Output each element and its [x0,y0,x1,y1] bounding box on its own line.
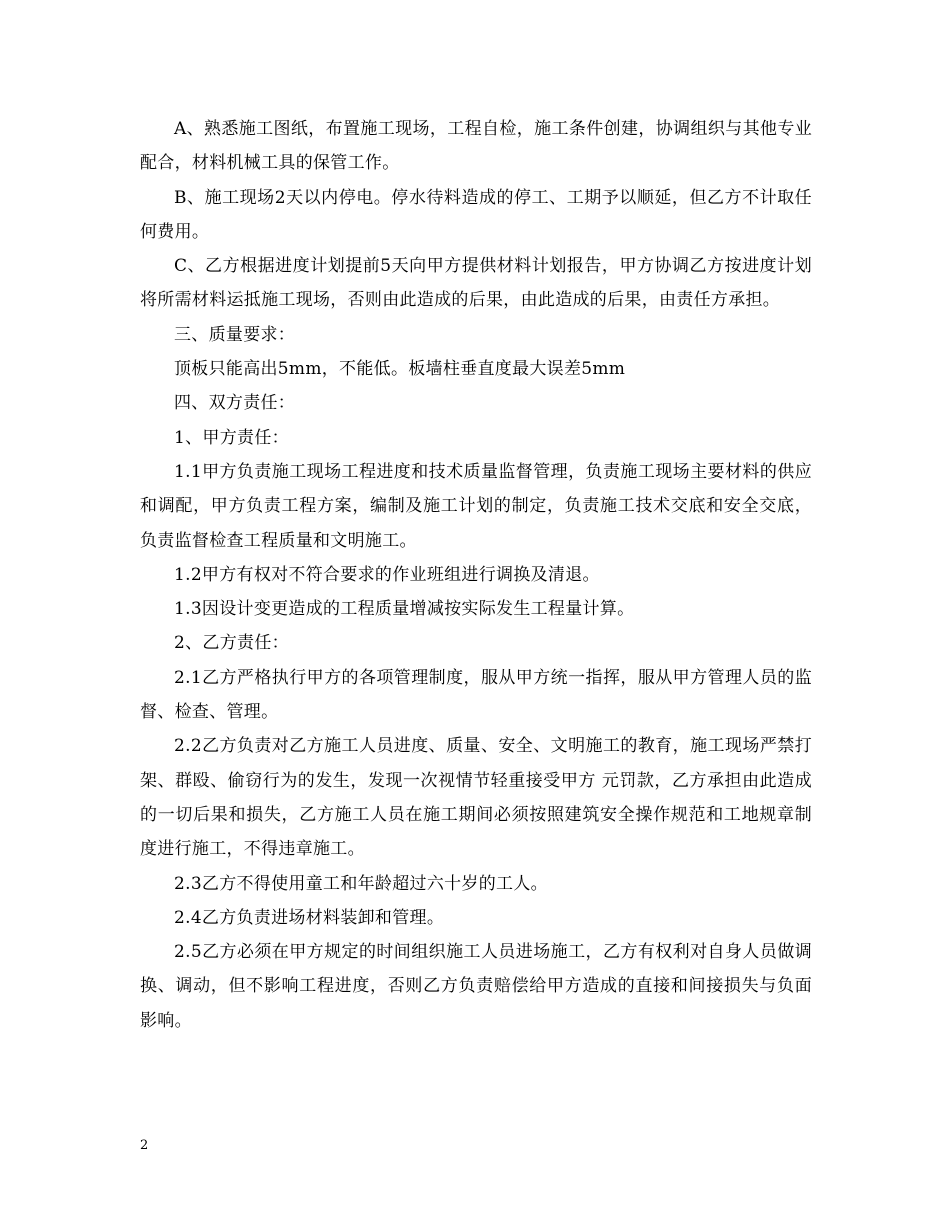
clause-1-2: 1.2甲方有权对不符合要求的作业班组进行调换及清退。 [174,564,600,585]
paragraph-a: A、熟悉施工图纸，布置施工现场，工程自检，施工条件创建，协调组织与其他专业配合，材料机械工具的保管工作。 [140,119,812,174]
section-heading-responsibilities: 四、双方责任： [174,393,296,414]
clause-2-1: 2.1乙方严格执行甲方的各项管理制度，服从甲方统一指挥，服从甲方管理人员的监督、检查、管理。 [140,667,812,723]
clause-2-4: 2.4乙方负责进场材料装卸和管理。 [174,907,445,928]
clause-2-5: 2.5乙方必须在甲方规定的时间组织施工人员进场施工，乙方有权利对自身人员做调换、调动，但不影响工程进度，否则乙方负责赔偿给甲方造成的直接和间接损失与负面影响。 [140,942,812,1031]
clause-2-3: 2.3乙方不得使用童工和年龄超过六十岁的工人。 [174,873,548,894]
document-body [140,112,812,1038]
page-number: 2 [140,1138,149,1153]
paragraph-quality: 顶板只能高出5mm，不能低。板墙柱垂直度最大误差5mm [174,359,626,380]
paragraph-c: C、乙方根据进度计划提前5天向甲方提供材料计划报告，甲方协调乙方按进度计划将所需材料运抵施工现场，否则由此造成的后果，由此造成的后果，由责任方承担。 [140,256,812,311]
paragraph-b: B、施工现场2天以内停电。停水待料造成的停工、工期予以顺延，但乙方不计取任何费用。 [140,187,812,242]
section-heading-quality: 三、质量要求： [174,324,296,345]
subheading-party-a: 1、甲方责任： [174,427,289,448]
clause-1-1: 1.1甲方负责施工现场工程进度和技术质量监督管理，负责施工现场主要材料的供应和调配，甲方负责工程方案，编制及施工计划的制定，负责施工技术交底和安全交底，负责监督检查工程质量和文明施工。 [140,461,812,551]
clause-2-2: 2.2乙方负责对乙方施工人员进度、质量、安全、文明施工的教育，施工现场严禁打架、群殴、偷窃行为的发生，发现一次视情节轻重接受甲方 元罚款，乙方承担由此造成的一切后果和损失，乙方施工人员在施工期间必须按照建筑安全操作规范和工地规章制度进行施工，不得违章施工。 [140,736,812,860]
clause-1-3: 1.3因设计变更造成的工程质量增减按实际发生工程量计算。 [174,599,635,620]
subheading-party-b: 2、乙方责任： [174,633,289,654]
